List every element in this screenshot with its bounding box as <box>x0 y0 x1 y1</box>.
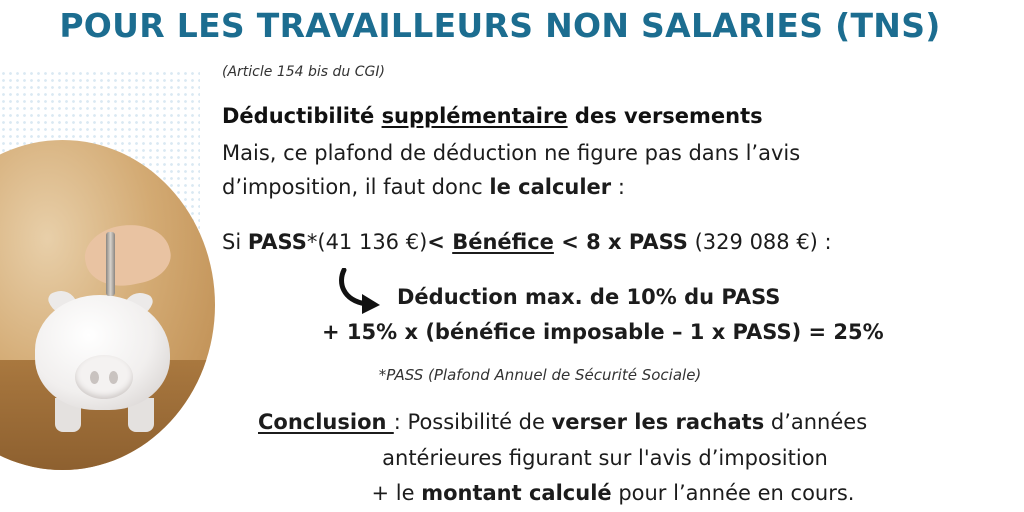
conclusion-line3-suffix: pour l’année en cours. <box>611 481 855 505</box>
conclusion-line-3 <box>0 481 1024 505</box>
deduction-line-1: Déduction max. de 10% du PASS <box>397 285 781 309</box>
footnote: *PASS (Plafond Annuel de Sécurité Sociale) <box>378 366 702 384</box>
conclusion-colon: : Possibilité de <box>393 410 552 434</box>
subtitle-underlined: supplémentaire <box>381 104 568 128</box>
body-line-1: Mais, ce plafond de déduction ne figure pas dans l’avis <box>222 141 801 165</box>
page-title: POUR LES TRAVAILLEURS NON SALARIES (TNS) <box>59 6 941 45</box>
body-line2-suffix: : <box>611 175 625 199</box>
condition-pass: PASS <box>247 230 307 254</box>
hand <box>80 217 176 293</box>
conclusion-line3-bold: montant calculé <box>421 481 612 505</box>
deduction-line-2: + 15% x (bénéfice imposable – 1 x PASS) = 25% <box>322 320 884 344</box>
conclusion-line-1 <box>258 410 867 434</box>
body-line2-bold: le calculer <box>489 175 612 199</box>
conclusion-line3-prefix: + le <box>371 481 422 505</box>
curved-arrow-icon <box>336 268 396 316</box>
conclusion-line-2: antérieures figurant sur l'avis d’imposition <box>382 446 828 470</box>
body-line-2 <box>222 175 625 199</box>
conclusion-bold1: verser les rachats <box>551 410 765 434</box>
conclusion-rest1: d’années <box>764 410 868 434</box>
condition-line <box>222 230 832 254</box>
subtitle <box>222 104 763 128</box>
condition-max-value: (329 088 €) : <box>687 230 832 254</box>
condition-benefice: Bénéfice <box>452 230 554 254</box>
coin-icon <box>106 232 115 296</box>
body-line2-prefix: d’imposition, il faut donc <box>222 175 490 199</box>
subtitle-part1: Déductibilité <box>222 104 382 128</box>
conclusion-label: Conclusion <box>258 410 394 434</box>
subtitle-part2: des versements <box>567 104 763 128</box>
condition-si: Si <box>222 230 248 254</box>
article-reference: (Article 154 bis du CGI) <box>222 64 385 80</box>
condition-pass-value: *(41 136 €) <box>306 230 428 254</box>
condition-lt1: < <box>427 230 453 254</box>
condition-lt2: < 8 x PASS <box>553 230 688 254</box>
